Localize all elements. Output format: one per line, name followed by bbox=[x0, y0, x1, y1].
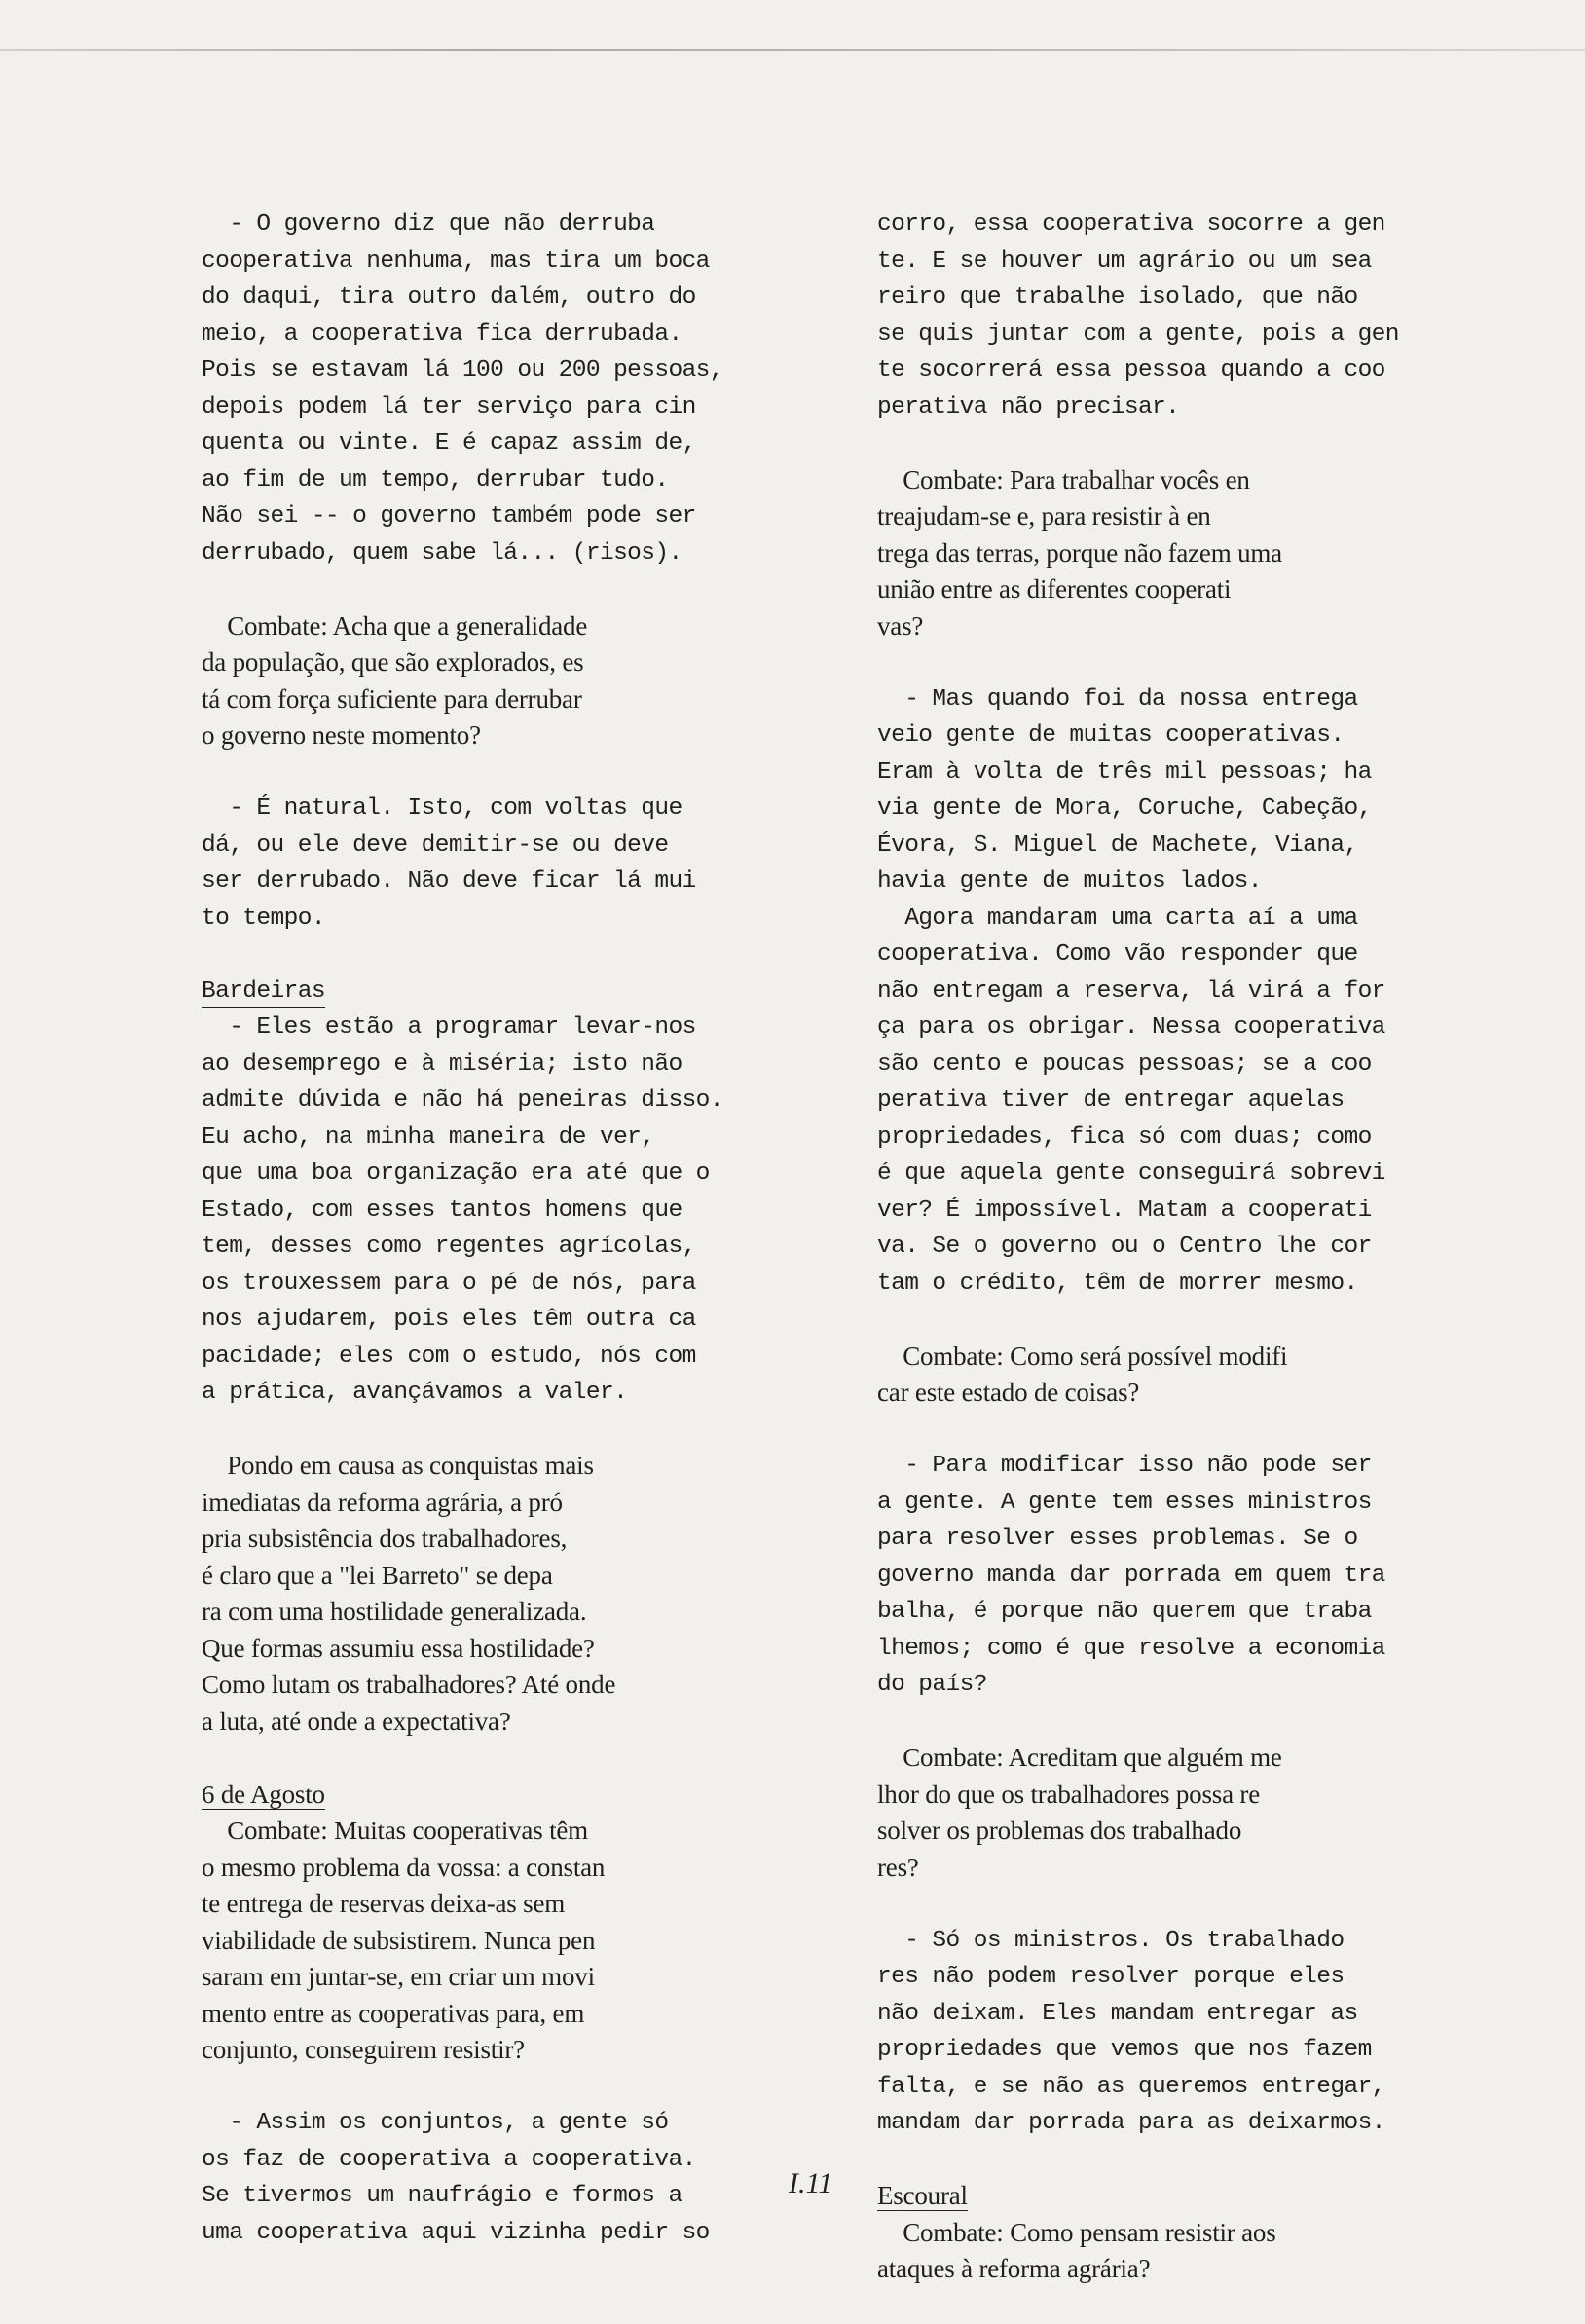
interviewer-question bbox=[202, 609, 786, 755]
text-line: Évora, S. Miguel de Machete, Viana, bbox=[877, 831, 1358, 859]
text-line: a luta, até onde a expectativa? bbox=[202, 1706, 511, 1736]
text-line: Estado, com esses tantos homens que bbox=[202, 1197, 682, 1224]
interviewer-question bbox=[877, 462, 1461, 646]
text-line: da população, que são explorados, es bbox=[202, 647, 584, 677]
text-line: não deixam. Eles mandam entregar as bbox=[877, 2000, 1358, 2027]
text-line: uma cooperativa aqui vizinha pedir so bbox=[202, 2219, 710, 2246]
interviewer-question bbox=[877, 1740, 1461, 1886]
text-line: - Para modificar isso não pode ser bbox=[877, 1453, 1372, 1479]
text-line: car este estado de coisas? bbox=[877, 1378, 1140, 1407]
text-line: Combate: Muitas cooperativas têm bbox=[202, 1816, 588, 1845]
text-line: via gente de Mora, Coruche, Cabeção, bbox=[877, 795, 1372, 822]
text-line: ça para os obrigar. Nessa cooperativa bbox=[877, 1014, 1385, 1041]
text-line: solver os problemas dos trabalhado bbox=[877, 1816, 1242, 1845]
text-line: te socorrerá essa pessoa quando a coo bbox=[877, 357, 1385, 384]
text-line: perativa tiver de entregar aquelas bbox=[877, 1088, 1345, 1114]
text-line: te. E se houver um agrário ou um sea bbox=[877, 247, 1372, 275]
text-line: Se tivermos um naufrágio e formos a bbox=[202, 2183, 682, 2209]
text-line: não entregam a reserva, lá virá a for bbox=[877, 978, 1385, 1005]
worker-answer bbox=[202, 791, 786, 937]
text-line: Combate: Como será possível modifi bbox=[877, 1341, 1288, 1371]
text-line: Combate: Como pensam resistir aos bbox=[877, 2217, 1276, 2247]
text-line: propriedades que vemos que nos fazem bbox=[877, 2037, 1372, 2063]
text-line: tem, desses como regentes agrícolas, bbox=[202, 1234, 696, 1260]
page-number: I.11 bbox=[789, 2167, 833, 2199]
text-line: é claro que a "lei Barreto" se depa bbox=[202, 1560, 553, 1590]
worker-answer bbox=[202, 206, 786, 572]
text-line: para resolver esses problemas. Se o bbox=[877, 1526, 1358, 1552]
text-line: res? bbox=[877, 1852, 919, 1882]
text-line: se quis juntar com a gente, pois a gen bbox=[877, 320, 1399, 348]
text-line: que uma boa organização era até que o bbox=[202, 1161, 710, 1187]
worker-answer bbox=[877, 1448, 1461, 1704]
text-line: quenta ou vinte. E é capaz assim de, bbox=[202, 430, 696, 457]
text-line: trega das terras, porque não fazem uma bbox=[877, 537, 1282, 568]
text-line: perativa não precisar. bbox=[877, 393, 1180, 421]
text-line: o governo neste momento? bbox=[202, 720, 481, 750]
text-line: cooperativa. Como vão responder que bbox=[877, 941, 1358, 968]
text-line: Combate: Acha que a generalidade bbox=[202, 610, 588, 641]
text-line: Como lutam os trabalhadores? Até onde bbox=[202, 1670, 616, 1699]
text-line: imediatas da reforma agrária, a pró bbox=[202, 1487, 563, 1517]
text-line: admite dúvida e não há peneiras disso. bbox=[202, 1088, 723, 1114]
text-line: saram em juntar-se, em criar um movi bbox=[202, 1962, 595, 1991]
text-line: a prática, avançávamos a valer. bbox=[202, 1380, 628, 1406]
section-heading: 6 de Agosto bbox=[202, 1779, 325, 1809]
section-heading: Escoural bbox=[877, 2181, 968, 2210]
worker-answer bbox=[877, 1923, 1461, 2142]
worker-answer bbox=[877, 206, 1461, 425]
text-line: Não sei -- o governo também pode ser bbox=[202, 503, 696, 530]
text-line: derrubado, quem sabe lá... (risos). bbox=[202, 539, 682, 567]
text-line: união entre as diferentes cooperati bbox=[877, 574, 1232, 604]
text-line: os trouxessem para o pé de nós, para bbox=[202, 1270, 696, 1297]
text-line: pria subsistência dos trabalhadores, bbox=[202, 1524, 568, 1553]
text-line: pacidade; eles com o estudo, nós com bbox=[202, 1343, 696, 1370]
interviewer-question bbox=[877, 1339, 1461, 1412]
text-line: lhemos; como é que resolve a economia bbox=[877, 1635, 1385, 1662]
text-line: tam o crédito, têm de morrer mesmo. bbox=[877, 1270, 1358, 1297]
text-line: - Mas quando foi da nossa entrega bbox=[877, 685, 1358, 713]
text-line: falta, e se não as queremos entregar, bbox=[877, 2073, 1385, 2100]
text-line: balha, é porque não querem que traba bbox=[877, 1599, 1372, 1625]
text-line: o mesmo problema da vossa: a constan bbox=[202, 1852, 606, 1882]
text-line: Eram à volta de três mil pessoas; ha bbox=[877, 758, 1372, 786]
text-line: - Assim os conjuntos, a gente só bbox=[202, 2110, 669, 2136]
text-line: - É natural. Isto, com voltas que bbox=[202, 795, 682, 822]
text-line: - O governo diz que não derruba bbox=[202, 211, 655, 238]
text-line: mandam dar porrada para as deixarmos. bbox=[877, 2110, 1385, 2136]
text-line: Eu acho, na minha maneira de ver, bbox=[202, 1124, 655, 1151]
text-line: a gente. A gente tem esses ministros bbox=[877, 1489, 1372, 1516]
interviewer-question bbox=[877, 2178, 1461, 2288]
worker-answer bbox=[202, 2105, 786, 2251]
text-line: do daqui, tira outro dalém, outro do bbox=[202, 284, 696, 311]
text-line: mento entre as cooperativas para, em bbox=[202, 1998, 585, 2028]
text-line: dá, ou ele deve demitir-se ou deve bbox=[202, 831, 669, 859]
left-column bbox=[202, 206, 786, 2288]
worker-answer bbox=[877, 682, 1461, 901]
text-line: meio, a cooperativa fica derrubada. bbox=[202, 320, 682, 348]
text-line: são cento e poucas pessoas; se a coo bbox=[877, 1051, 1372, 1078]
text-line: vas? bbox=[877, 610, 924, 641]
text-line: lhor do que os trabalhadores possa re bbox=[877, 1779, 1260, 1809]
top-rule bbox=[0, 49, 1585, 51]
text-line: - Só os ministros. Os trabalhado bbox=[877, 1927, 1345, 1954]
text-line: ra com uma hostilidade generalizada. bbox=[202, 1597, 587, 1626]
text-line: Que formas assumiu essa hostilidade? bbox=[202, 1633, 595, 1663]
text-line: ao desemprego e à miséria; isto não bbox=[202, 1051, 682, 1078]
text-line: va. Se o governo ou o Centro lhe cor bbox=[877, 1234, 1372, 1260]
text-line: os faz de cooperativa a cooperativa. bbox=[202, 2146, 696, 2173]
text-line: governo manda dar porrada em quem tra bbox=[877, 1562, 1385, 1589]
text-line: ao fim de um tempo, derrubar tudo. bbox=[202, 466, 669, 494]
text-line: Combate: Para trabalhar vocês en bbox=[877, 464, 1250, 495]
text-line: ataques à reforma agrária? bbox=[877, 2254, 1151, 2283]
text-line: Agora mandaram uma carta aí a uma bbox=[877, 904, 1358, 932]
text-line: Pois se estavam lá 100 ou 200 pessoas, bbox=[202, 357, 723, 384]
interviewer-question bbox=[202, 1777, 786, 2069]
text-line: conjunto, conseguirem resistir? bbox=[202, 2035, 525, 2064]
text-line: viabilidade de subsistirem. Nunca pen bbox=[202, 1925, 596, 1955]
worker-answer bbox=[202, 974, 786, 1412]
text-line: treajudam-se e, para resistir à en bbox=[877, 501, 1211, 531]
text-line: tá com força suficiente para derrubar bbox=[202, 683, 582, 714]
text-line: ver? É impossível. Matam a cooperati bbox=[877, 1197, 1372, 1224]
text-line: - Eles estão a programar levar-nos bbox=[202, 1014, 696, 1041]
text-line: corro, essa cooperativa socorre a gen bbox=[877, 211, 1385, 238]
text-line: do país? bbox=[877, 1672, 987, 1698]
text-line: reiro que trabalhe isolado, que não bbox=[877, 284, 1358, 311]
text-line: te entrega de reservas deixa-as sem bbox=[202, 1889, 566, 1918]
text-line: res não podem resolver porque eles bbox=[877, 1964, 1345, 1990]
text-line: Pondo em causa as conquistas mais bbox=[202, 1451, 594, 1480]
section-heading: Bardeiras bbox=[202, 978, 325, 1008]
text-line: cooperativa nenhuma, mas tira um boca bbox=[202, 247, 710, 275]
worker-answer bbox=[877, 901, 1461, 1303]
right-column bbox=[877, 206, 1461, 2324]
text-line: veio gente de muitas cooperativas. bbox=[877, 722, 1345, 749]
text-line: nos ajudarem, pois eles têm outra ca bbox=[202, 1307, 696, 1333]
text-line: é que aquela gente conseguirá sobrevi bbox=[877, 1161, 1385, 1187]
text-line: havia gente de muitos lados. bbox=[877, 868, 1262, 895]
text-line: propriedades, fica só com duas; como bbox=[877, 1124, 1372, 1151]
text-line: Combate: Acreditam que alguém me bbox=[877, 1743, 1282, 1772]
interviewer-question bbox=[202, 1448, 786, 1740]
text-line: depois podem lá ter serviço para cin bbox=[202, 393, 696, 421]
text-line: to tempo. bbox=[202, 904, 325, 932]
text-line: ser derrubado. Não deve ficar lá mui bbox=[202, 868, 696, 895]
